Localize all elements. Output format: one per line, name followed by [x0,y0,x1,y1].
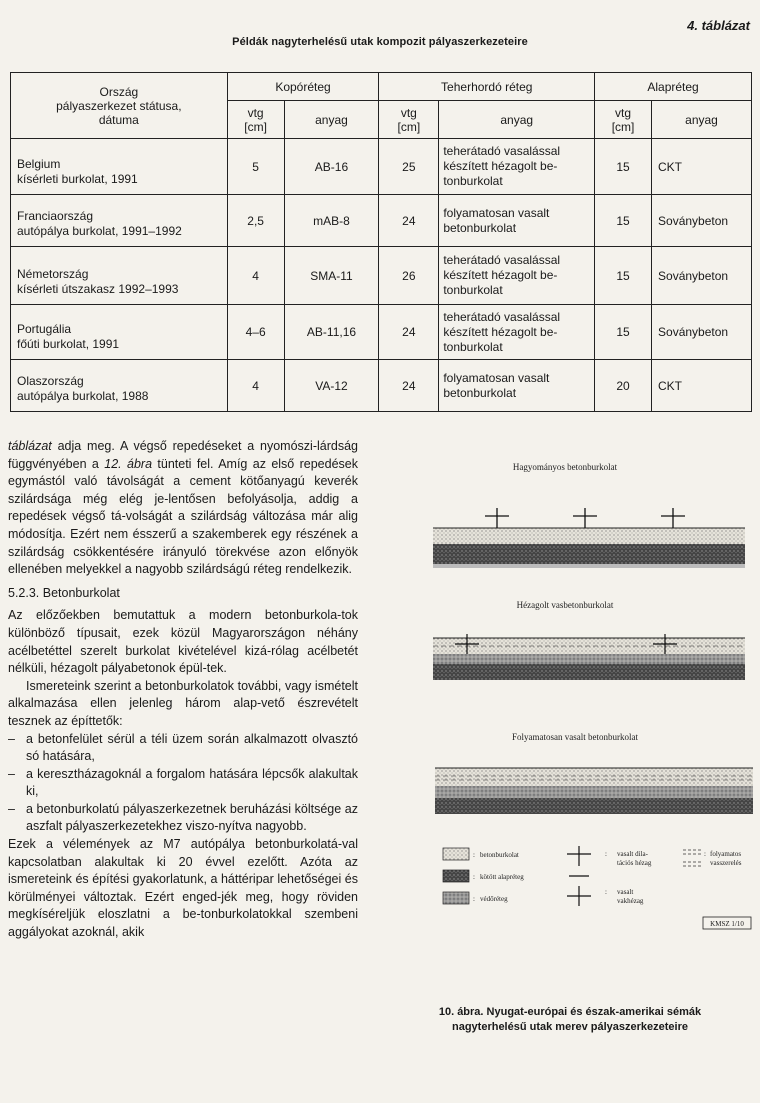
scheme-title-traditional: Hagyományos betonburkolat [512,462,618,472]
pavement-schemes-figure [425,458,760,938]
svg-text:betonburkolat: betonburkolat [480,851,519,859]
svg-text:vakhézag: vakhézag [617,897,644,905]
header-anyag: anyag [439,101,595,139]
paragraph: táblázat adja meg. A végső repedéseket a nyomószi-lárdság függvényében a 12. ábra tünteti fel. Amíg az első repedések egymástól való távolságát a cement kötőanyagú keverék szilárdsága még elég je-lentősen befolyásolja, addig a repedések végső tá-volságát a szilárdság változása már alig módosítja. Ezért nem ésszerű a szakemberek egy részének a szilárdság csökkentésére irányuló törekvése azon előnyök ellenében melyekkel a nagyobb szilárdságú réteg rendelkezik. [8,439,358,577]
table-title: Példák nagyterhelésű utak kompozit pályaszerkezeteire [232,36,528,48]
header-vtg: vtg [cm] [227,101,284,139]
scheme-continuous [435,768,753,814]
header-vtg: vtg [cm] [379,101,439,139]
header-country: Ország pályaszerkezet státusa, dátuma [11,73,228,139]
list-item: – a keresztházagoknál a forgalom hatására lépcsők alakultak ki, [8,766,358,799]
scheme-title-continuous: Folyamatosan vasalt betonburkolat [512,732,638,742]
composite-pavement-table [10,72,752,412]
svg-text:vasszerelés: vasszerelés [710,859,742,867]
section-heading: 5.2.3. Betonburkolat [8,585,120,600]
header-vtg: vtg [cm] [595,101,652,139]
svg-text::: : [473,851,475,859]
svg-text::: : [605,888,607,896]
list-item: – a betonfelület sérül a téli üzem során alkalmazott olvasztó só hatására, [8,731,358,764]
table-row: Németország kísérleti útszakasz 1992–1993 4 SMA-11 26 teherátadó vasalással készített hézagolt be- tonburkolat 15 Soványbeton [11,247,752,305]
header-anyag: anyag [284,101,379,139]
svg-text::: : [473,873,475,881]
svg-text:vasalt: vasalt [617,888,634,896]
svg-text::: : [473,895,475,903]
table-row: Portugália főúti burkolat, 1991 4–6 AB-11,16 24 teherátadó vasalással készített hézagolt be- tonburkolat 15 Soványbeton [11,305,752,360]
header-alap: Alapréteg [595,73,752,101]
svg-text::: : [704,850,706,858]
table-row: Olaszország autópálya burkolat, 1988 4 VA-12 24 folyamatosan vasalt betonburkolat 20 CKT [11,360,752,412]
table-row: Franciaország autópálya burkolat, 1991–1992 2,5 mAB-8 24 folyamatosan vasalt betonburkolat 15 Soványbeton [11,195,752,247]
header-kopo: Kopóréteg [227,73,379,101]
svg-text:védőréteg: védőréteg [480,895,508,903]
paragraph: Az előzőekben bemutattuk a modern betonburkola-tok különböző típusait, ezek közül Magyarországon néhány acélbetéttel szerelt burkolat kivételével kizá-rólag acélbetét nélküli, hézagolt pályabetonok épül-tek. [8,608,358,676]
svg-text:folyamatos: folyamatos [710,850,742,858]
table-row: Belgium kísérleti burkolat, 1991 5 AB-16 25 teherátadó vasalással készített hézagolt be- tonburkolat 15 CKT [11,139,752,195]
body-text-column [8,438,358,942]
figure-stamp: KMSZ 1/10 [710,920,744,928]
figure-caption: 10. ábra. Nyugat-európai és észak-amerikai sémák nagyterhelésű utak merev pályaszerkezeteire [438,1006,702,1033]
svg-text:vasalt dila-: vasalt dila- [617,850,648,858]
paragraph: Ismereteink szerint a betonburkolatok további, vagy ismételt alkalmazása ellen jelenleg három alap-vető észrevételt tesznek az építtetők: [8,678,358,728]
svg-text:tációs hézag: tációs hézag [617,859,652,867]
list-item: – a betonburkolatú pályaszerkezetnek beruházási költsége az aszfalt pályaszerkezetekhez viszo-nyítva nagyobb. [8,801,358,834]
header-anyag: anyag [652,101,752,139]
header-teherhordo: Teherhordó réteg [379,73,595,101]
svg-text:kötött alapréteg: kötött alapréteg [480,873,524,881]
scheme-title-jointed: Hézagolt vasbetonburkolat [516,600,614,610]
svg-text::: : [605,850,607,858]
bullet-list [8,731,358,837]
figure-legend [443,846,751,929]
scheme-jointed [433,634,745,680]
paragraph: Ezek a vélemények az M7 autópálya betonburkolatá-val kapcsolatban alakultak ki 20 évvel ezelőtt. Azóta az ismereteink és építési gyakorlatunk, a háttéripar lehetőségei és körülményei változtak. Ezért enged-jék meg, hogy röviden megkíséreljük eloszlatni a be-tonburkolatokkal szembeni aggályokat azoknál, akik [8,837,358,940]
scheme-traditional [433,508,745,568]
table-number: 4. táblázat [687,18,750,33]
